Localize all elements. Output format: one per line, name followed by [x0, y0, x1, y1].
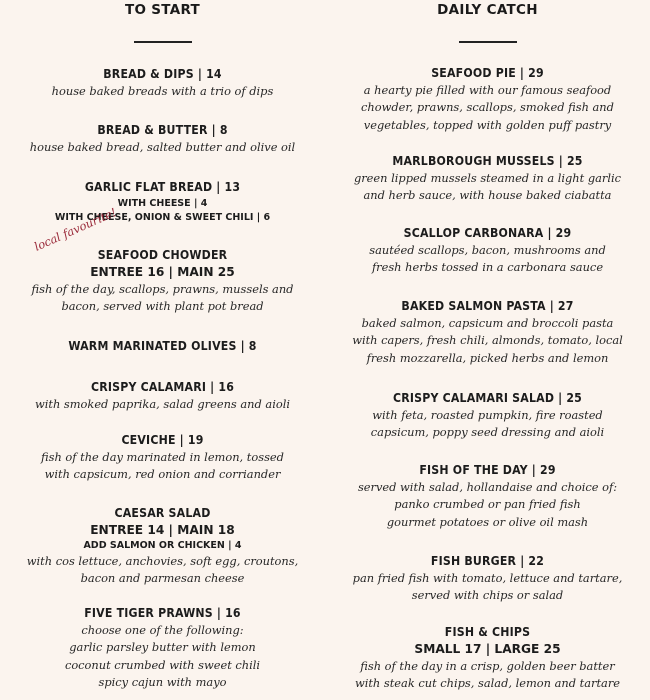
menu-item	[0, 246, 325, 316]
menu-item	[0, 604, 325, 692]
heading-divider	[134, 41, 192, 43]
heading-divider	[459, 41, 517, 43]
item-name: CRISPY CALAMARI | 16	[90, 380, 235, 394]
item-description: and herb sauce, with house baked ciabatta	[363, 188, 612, 203]
item-description: capsicum, poppy seed dressing and aioli	[370, 425, 605, 440]
item-name: BREAD & DIPS | 14	[103, 67, 222, 81]
item-description: served with chips or salad	[411, 588, 564, 603]
item-name: BREAD & BUTTER | 8	[97, 123, 228, 137]
item-description: coconut crumbed with sweet chili	[64, 657, 261, 672]
menu-item	[325, 64, 650, 134]
item-name: SEAFOOD CHOWDER	[97, 248, 228, 262]
menu-item	[325, 297, 650, 367]
menu-item	[325, 623, 650, 693]
menu-item	[325, 152, 650, 205]
item-name: WARM MARINATED OLIVES | 8	[68, 339, 257, 353]
item-option: WITH CHEESE, ONION & SWEET CHILI | 6	[54, 212, 271, 223]
item-name: FISH & CHIPS	[444, 625, 531, 639]
local-favourite-tag: local favourite!	[32, 205, 119, 254]
item-description: chowder, prawns, scallops, smoked fish and	[361, 100, 614, 115]
item-description: with capers, fresh chili, almonds, tomato, local	[352, 333, 623, 348]
item-description: gourmet potatoes or olive oil mash	[386, 514, 589, 529]
item-description: pan fried fish with tomato, lettuce and tartare,	[352, 571, 623, 585]
item-description: choose one of the following:	[81, 623, 244, 637]
item-name: SEAFOOD PIE | 29	[431, 66, 544, 80]
item-description: with cos lettuce, anchovies, soft egg, croutons,	[26, 554, 299, 568]
item-name: CRISPY CALAMARI SALAD | 25	[392, 391, 583, 405]
item-description: vegetables, topped with golden puff pastry	[363, 117, 612, 132]
item-name: CAESAR SALAD	[114, 506, 211, 520]
item-description: green lipped mussels steamed in a light garlic	[353, 171, 622, 185]
item-description: spicy cajun with mayo	[98, 675, 227, 690]
daily-catch-heading: DAILY CATCH	[437, 2, 538, 18]
item-description: fresh mozzarella, picked herbs and lemon	[366, 350, 609, 365]
item-description: a hearty pie filled with our famous seafood	[363, 83, 612, 97]
menu-item	[0, 121, 325, 156]
item-name: CEVICHE | 19	[121, 433, 204, 447]
menu-item	[0, 431, 325, 484]
item-name: FISH BURGER | 22	[430, 554, 545, 568]
item-name: FIVE TIGER PRAWNS | 16	[84, 606, 241, 620]
item-name: SCALLOP CARBONARA | 29	[403, 226, 572, 240]
item-price-line: ENTREE 16 | MAIN 25	[90, 265, 235, 279]
item-description: with steak cut chips, salad, lemon and tartare	[354, 676, 621, 691]
item-description: bacon, served with plant pot bread	[61, 299, 264, 314]
item-description: with smoked paprika, salad greens and aioli	[34, 397, 290, 411]
item-description: served with salad, hollandaise and choice of:	[357, 480, 618, 494]
item-description: with feta, roasted pumpkin, fire roasted	[372, 408, 603, 422]
item-description: fresh herbs tossed in a carbonara sauce	[371, 260, 604, 275]
item-name: FISH OF THE DAY | 29	[419, 463, 556, 477]
menu-item	[0, 65, 325, 100]
item-description: bacon and parmesan cheese	[80, 571, 245, 586]
item-description: baked salmon, capsicum and broccoli pasta	[361, 316, 614, 330]
item-name: BAKED SALMON PASTA | 27	[401, 299, 574, 313]
item-description: sautéed scallops, bacon, mushrooms and	[369, 243, 606, 257]
item-name: MARLBOROUGH MUSSELS | 25	[392, 154, 583, 168]
menu-item	[0, 337, 325, 355]
item-option: ADD SALMON OR CHICKEN | 4	[83, 540, 242, 551]
item-price-line: ENTREE 14 | MAIN 18	[90, 523, 235, 537]
to-start-heading: TO START	[124, 2, 201, 18]
item-description: with capsicum, red onion and corriander	[44, 467, 281, 482]
menu-item	[325, 552, 650, 605]
item-description: garlic parsley butter with lemon	[69, 640, 256, 655]
menu-item	[325, 224, 650, 277]
item-description: house baked breads with a trio of dips	[51, 84, 274, 98]
menu-item	[0, 378, 325, 413]
menu-item	[0, 504, 325, 588]
item-description: house baked bread, salted butter and olive oil	[29, 140, 296, 154]
item-option: WITH CHEESE | 4	[117, 198, 208, 209]
item-description: fish of the day in a crisp, golden beer batter	[360, 659, 615, 673]
item-name: GARLIC FLAT BREAD | 13	[84, 180, 241, 194]
item-description: panko crumbed or pan fried fish	[394, 497, 581, 512]
item-description: fish of the day, scallops, prawns, mussels and	[31, 282, 294, 296]
menu-item	[325, 461, 650, 531]
menu-item	[325, 389, 650, 442]
item-description: fish of the day marinated in lemon, tossed	[41, 450, 284, 464]
item-price-line: SMALL 17 | LARGE 25	[414, 642, 561, 656]
menu-item	[0, 178, 325, 225]
